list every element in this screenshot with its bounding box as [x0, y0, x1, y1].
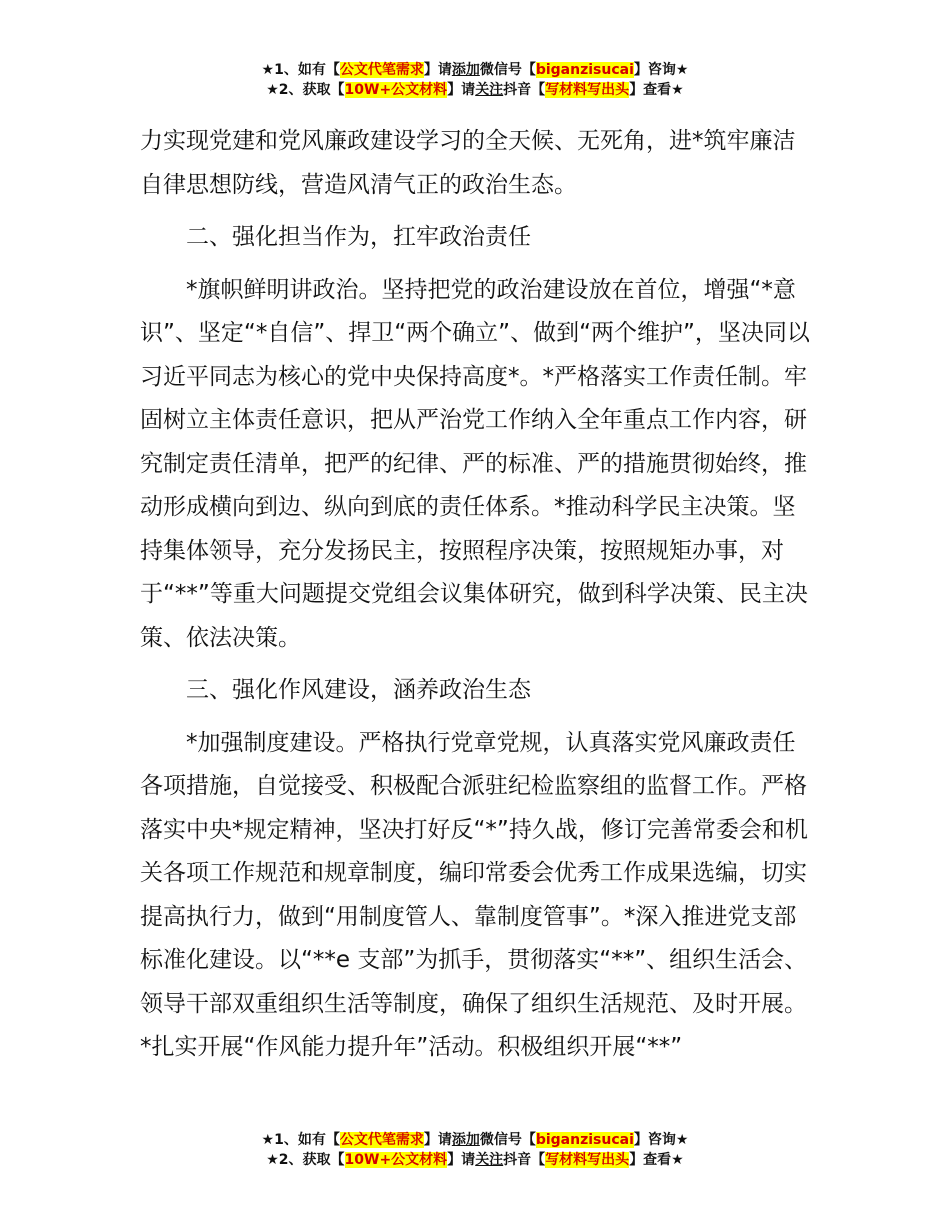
highlight-wechat-id: biganzisucai	[535, 1132, 634, 1148]
promo-text: ★2、获取【	[266, 82, 345, 98]
promo-text: 】咨询★	[633, 62, 689, 78]
highlight-wechat-id: biganzisucai	[535, 62, 634, 78]
promo-text: 】查看★	[629, 82, 684, 98]
promo-text: ★1、如有【	[261, 62, 340, 78]
top-promo-banner	[0, 60, 950, 100]
promo-text: 微信号【	[479, 62, 536, 78]
promo-text: 抖音【	[503, 1152, 546, 1168]
promo-line-2	[0, 1150, 950, 1170]
promo-text: 】请	[423, 1132, 452, 1148]
promo-text: 微信号【	[479, 1132, 536, 1148]
highlight-douyin-id: 写材料写出头	[545, 82, 630, 98]
promo-text: 】请	[447, 1152, 476, 1168]
promo-line-1	[0, 60, 950, 80]
promo-text: 】咨询★	[633, 1132, 689, 1148]
body-paragraph: *旗帜鲜明讲政治。坚持把党的政治建设放在首位，增强“*意识”、坚定“*自信”、捍卫“两个确立”、做到“两个维护”，坚决同以习近平同志为核心的党中央保持高度*。*严格落实工作责任制。牢固树立主体责任意识，把从严治党工作纳入全年重点工作内容，研究制定责任清单，把严的纪律、严的标准、严的措施贯彻始终，推动形成横向到边、纵向到底的责任体系。*推动科学民主决策。坚持集体领导，充分发扬民主，按照程序决策，按照规矩办事，对于“**”等重大问题提交党组会议集体研究，做到科学决策、民主决策、依法决策。	[140, 276, 810, 651]
highlight-service: 公文代笔需求	[339, 1132, 424, 1148]
promo-text: 】请	[423, 62, 452, 78]
body-paragraph: *加强制度建设。严格执行党章党规，认真落实党风廉政责任各项措施，自觉接受、积极配合派驻纪检监察组的监督工作。严格落实中央*规定精神，坚决打好反“*”持久战，修订完善常委会和机关各项工作规范和规章制度，编印常委会优秀工作成果选编，切实提高执行力，做到“用制度管人、靠制度管事”。*深入推进党支部标准化建设。以“**e 支部”为抓手，贯彻落实“**”、组织生活会、领导干部双重组织生活等制度，确保了组织生活规范、及时开展。*扎实开展“作风能力提升年”活动。积极组织开展“**”	[140, 729, 808, 1060]
promo-text: 】请	[447, 82, 476, 98]
promo-emphasis: 添加	[451, 62, 480, 78]
body-paragraph: 力实现党建和党风廉政建设学习的全天候、无死角，进*筑牢廉洁自律思想防线，营造风清气正的政治生态。	[140, 128, 796, 198]
promo-emphasis: 添加	[451, 1132, 480, 1148]
promo-text: ★2、获取【	[266, 1152, 345, 1168]
promo-text: 抖音【	[503, 82, 546, 98]
promo-emphasis: 关注	[475, 1152, 504, 1168]
highlight-service: 公文代笔需求	[339, 62, 424, 78]
promo-text: 】查看★	[629, 1152, 684, 1168]
promo-line-2	[0, 80, 950, 100]
document-body	[140, 120, 812, 1079]
promo-text: ★1、如有【	[261, 1132, 340, 1148]
highlight-douyin-id: 写材料写出头	[545, 1152, 630, 1168]
highlight-materials: 10W+公文材料	[344, 82, 448, 98]
promo-line-1	[0, 1130, 950, 1150]
section-heading: 二、强化担当作为，扛牢政治责任	[186, 224, 531, 250]
promo-emphasis: 关注	[475, 82, 504, 98]
bottom-promo-banner	[0, 1130, 950, 1170]
section-heading: 三、强化作风建设，涵养政治生态	[186, 677, 531, 703]
highlight-materials: 10W+公文材料	[344, 1152, 448, 1168]
